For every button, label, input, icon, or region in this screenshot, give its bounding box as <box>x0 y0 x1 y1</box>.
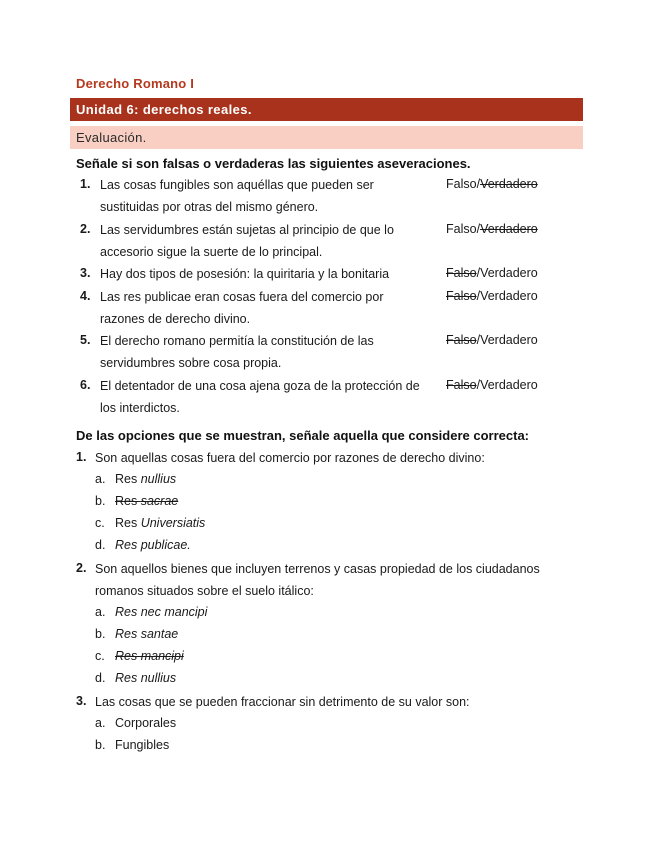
tf-statement: Hay dos tipos de posesión: la quiritaria y la bonitaria <box>100 267 390 281</box>
question-number: 3. <box>76 694 87 708</box>
option-2c-struck: c. Res mancipi <box>95 649 184 663</box>
option-1a: a. Res nullius <box>95 472 177 486</box>
tf-number: 3. <box>80 266 91 280</box>
tf-statement: Las res publicae eran cosas fuera del comercio por razones de derecho divino. <box>100 290 384 326</box>
tf-answer: Falso/Verdadero <box>446 289 538 303</box>
tf-number: 4. <box>80 289 91 303</box>
tf-number: 1. <box>80 177 91 191</box>
question-number: 1. <box>76 450 87 464</box>
course-title: Derecho Romano I <box>76 76 195 91</box>
false-option-struck: Falso <box>446 378 477 392</box>
question-text: Son aquellas cosas fuera del comercio por razones de derecho divino: <box>95 451 485 465</box>
true-option: Verdadero <box>480 378 538 392</box>
question-text: Las cosas que se pueden fraccionar sin detrimento de su valor son: <box>95 695 470 709</box>
option-2a: a. Res nec mancipi <box>95 605 208 619</box>
multiple-choice-instruction: De las opciones que se muestran, señale aquella que considere correcta: <box>76 428 530 443</box>
tf-answer: Falso/Verdadero <box>446 333 538 347</box>
false-option-struck: Falso <box>446 333 477 347</box>
tf-answer: Falso/Verdadero <box>446 177 538 191</box>
true-option: Verdadero <box>480 333 538 347</box>
tf-number: 6. <box>80 378 91 392</box>
option-2b: b. Res santae <box>95 627 179 641</box>
option-2d: d. Res nullius <box>95 671 177 685</box>
false-option-struck: Falso <box>446 289 477 303</box>
true-option-struck: Verdadero <box>480 177 538 191</box>
tf-statement: Las cosas fungibles son aquéllas que pueden ser sustituidas por otras del mismo género. <box>100 178 374 214</box>
true-false-instruction: Señale si son falsas o verdaderas las siguientes aseveraciones. <box>76 156 471 171</box>
question-number: 2. <box>76 561 87 575</box>
tf-statement: Las servidumbres están sujetas al principio de que lo accesorio sigue la suerte de lo principal. <box>100 223 394 259</box>
tf-statement: El detentador de una cosa ajena goza de la protección de los interdictos. <box>100 379 420 415</box>
tf-number: 2. <box>80 222 91 236</box>
option-1d: d. Res publicae. <box>95 538 191 552</box>
false-option: Falso <box>446 222 477 236</box>
tf-number: 5. <box>80 333 91 347</box>
true-option-struck: Verdadero <box>480 222 538 236</box>
tf-answer: Falso/Verdadero <box>446 378 538 392</box>
tf-statement: El derecho romano permitía la constitución de las servidumbres sobre cosa propia. <box>100 334 374 370</box>
false-option-struck: Falso <box>446 266 477 280</box>
tf-answer: Falso/Verdadero <box>446 266 538 280</box>
option-1c: c. Res Universiatis <box>95 516 206 530</box>
true-option: Verdadero <box>480 289 538 303</box>
tf-answer: Falso/Verdadero <box>446 222 538 236</box>
false-option: Falso <box>446 177 477 191</box>
true-option: Verdadero <box>480 266 538 280</box>
option-3a: a. Corporales <box>95 716 177 730</box>
option-1b-struck: b. Res sacrae <box>95 494 179 508</box>
section-title-bar: Evaluación. <box>70 126 583 149</box>
option-3b: b. Fungibles <box>95 738 170 752</box>
question-text: Son aquellos bienes que incluyen terrenos y casas propiedad de los ciudadanos romanos situados sobre el suelo itálico: <box>95 562 540 598</box>
unit-title-bar: Unidad 6: derechos reales. <box>70 98 583 121</box>
